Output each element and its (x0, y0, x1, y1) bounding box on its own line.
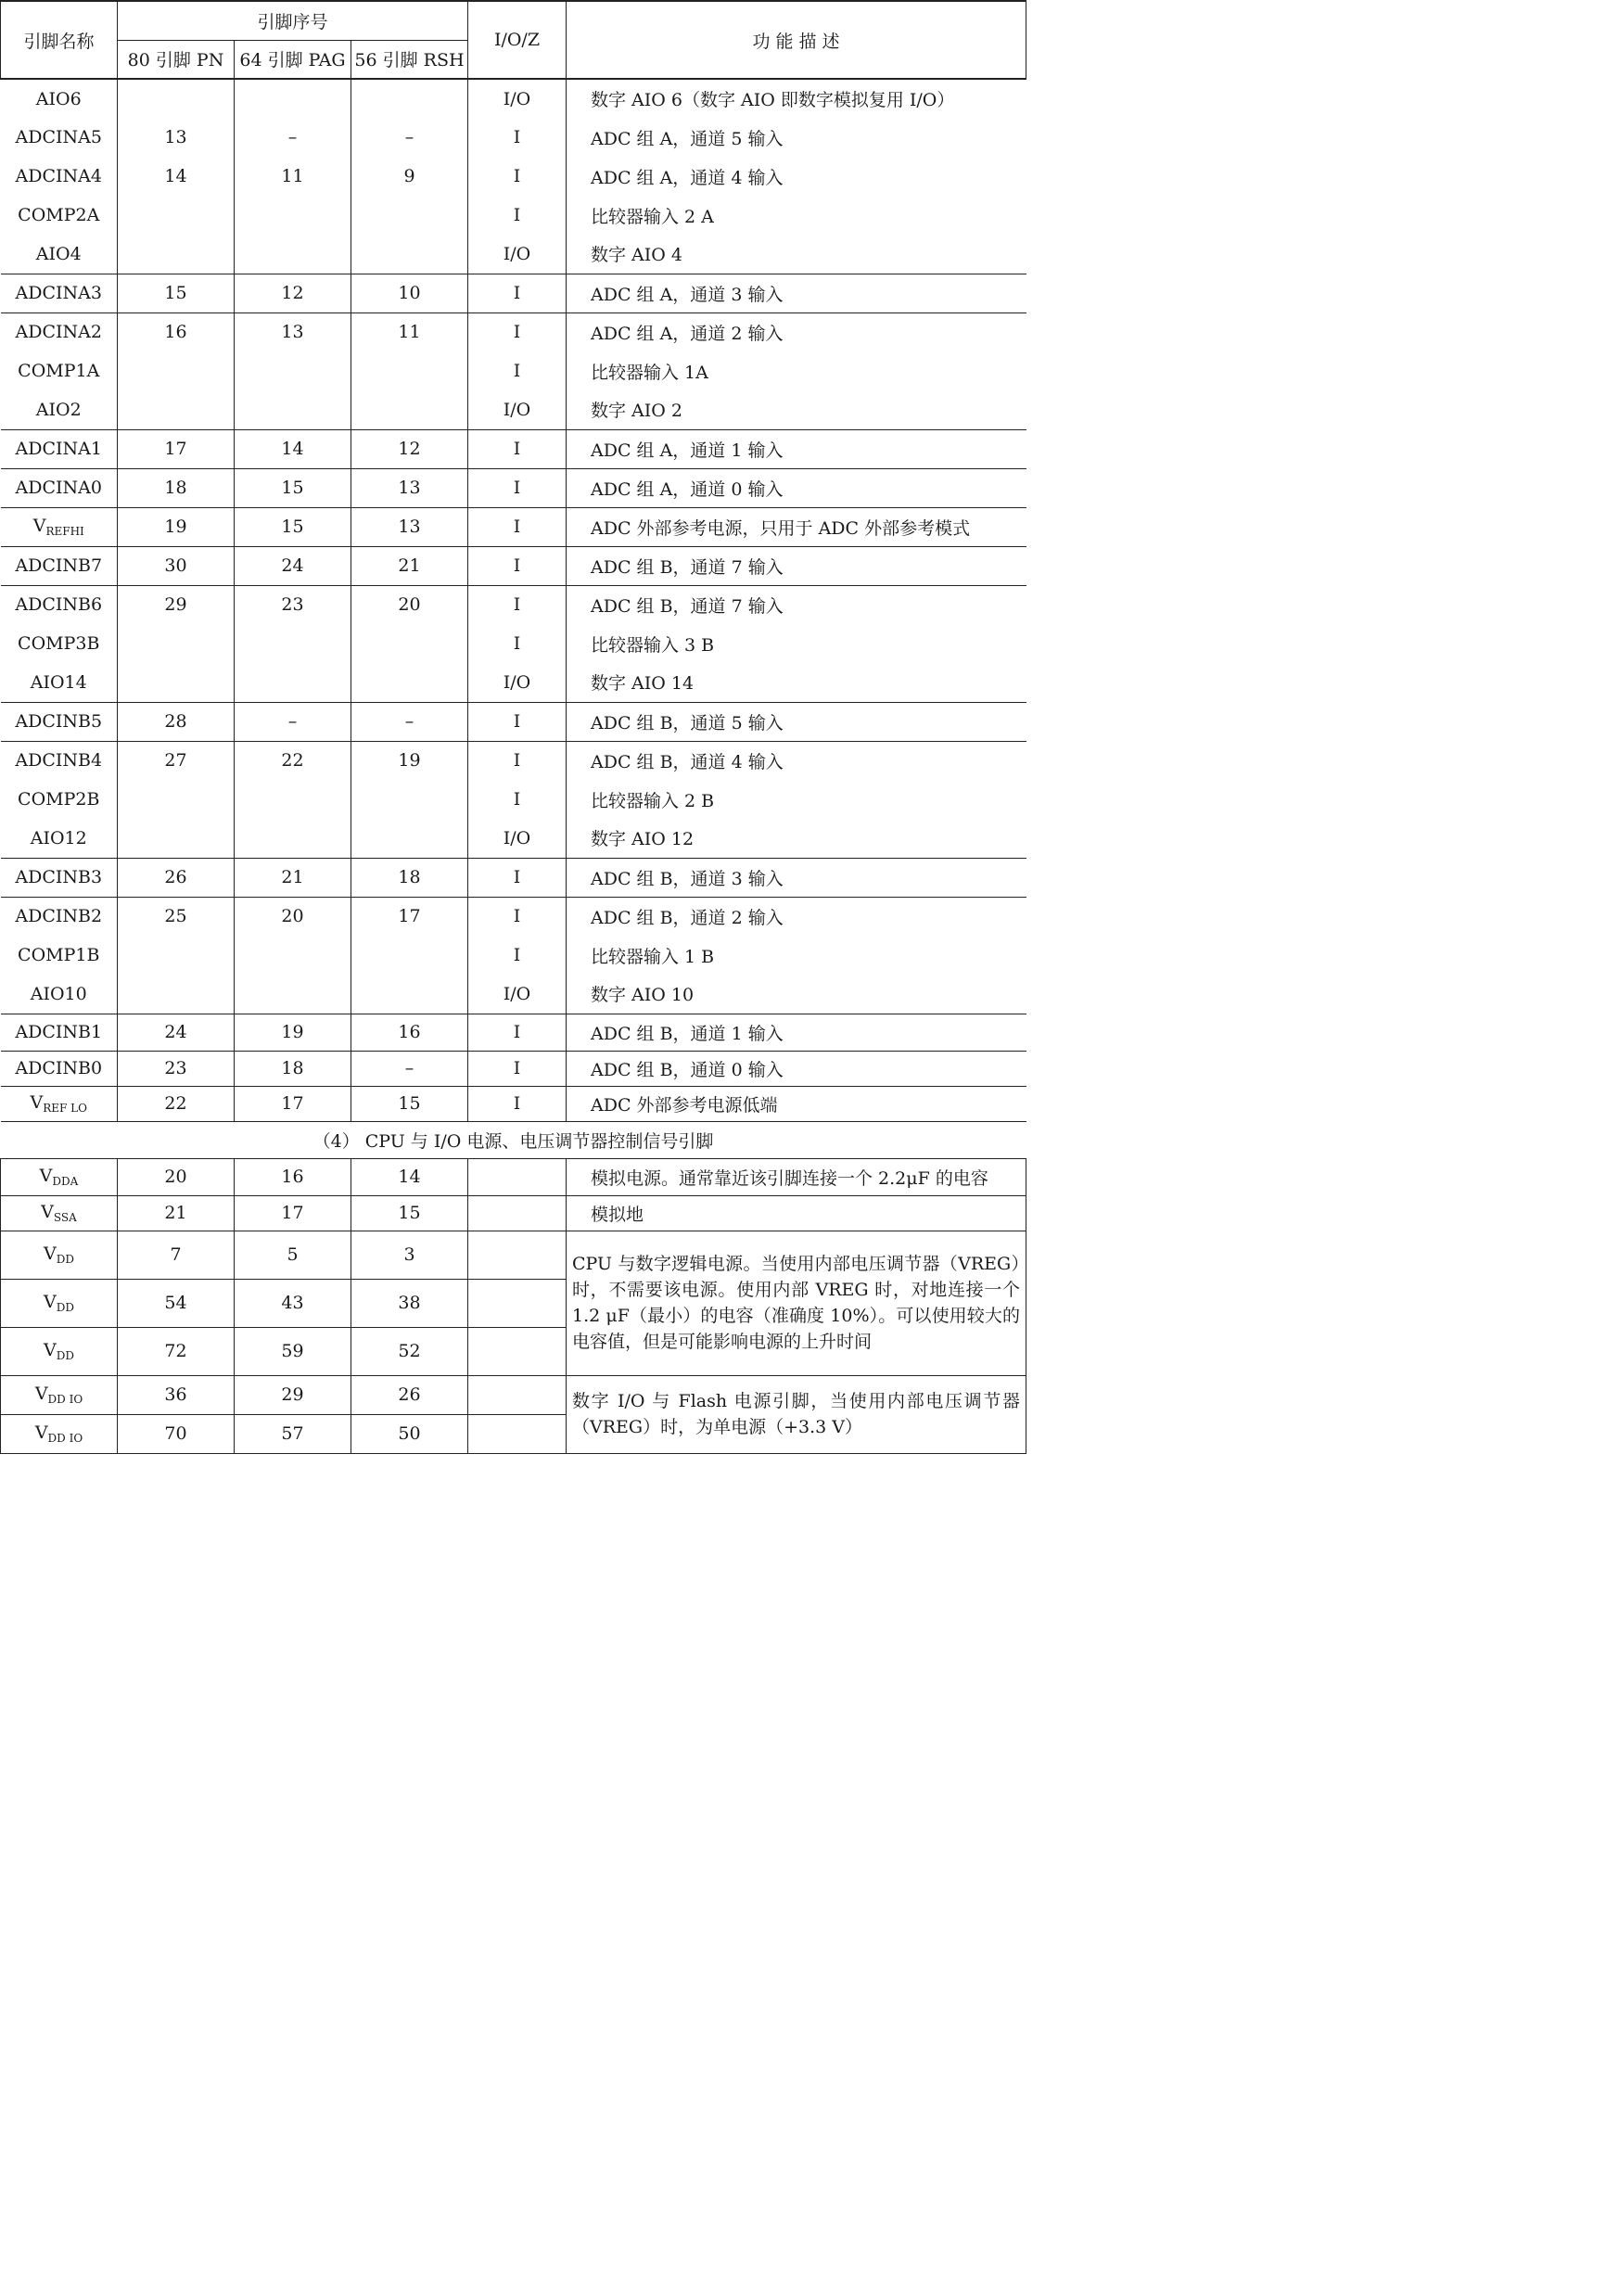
pin-p80: 14 (118, 157, 235, 196)
pin-name: ADCINB3 (1, 858, 118, 897)
pin-name: AIO10 (1, 975, 118, 1014)
pin-p80 (118, 819, 235, 858)
pin-description: ADC 组 A，通道 2 输入 (591, 323, 784, 344)
pin-name (1, 1279, 118, 1327)
pin-name: AIO14 (1, 663, 118, 702)
pin-name: ADCINB2 (1, 897, 118, 936)
table-row (1, 351, 1026, 390)
pin-description: 比较器输入 2 A (591, 206, 714, 227)
pin-p80: 24 (118, 1014, 235, 1051)
table-row (1, 196, 1026, 235)
table-row (1, 1086, 1026, 1121)
pin-name: ADCINA3 (1, 274, 118, 313)
pin-p80 (118, 780, 235, 819)
table-row (1, 741, 1026, 780)
pin-description: ADC 组 B，通道 7 输入 (591, 595, 784, 617)
pin-p80: 15 (118, 274, 235, 313)
pin-io: I (468, 468, 567, 507)
pin-name: AIO4 (1, 235, 118, 274)
pin-io (468, 1158, 567, 1195)
pin-p80: 13 (118, 118, 235, 157)
pin-p80: 72 (118, 1327, 235, 1375)
pin-name: COMP2A (1, 196, 118, 235)
pin-p80: 25 (118, 897, 235, 936)
pin-p64 (235, 780, 351, 819)
pin-name-subscript: SSA (53, 1211, 77, 1224)
pin-p56: 3 (351, 1231, 468, 1279)
pin-name (1, 507, 118, 546)
pin-name: ADCINB4 (1, 741, 118, 780)
table-row (1, 1195, 1026, 1231)
table-row (1, 235, 1026, 274)
pin-p56: – (351, 702, 468, 741)
pin-io: I (468, 1086, 567, 1121)
pin-p56 (351, 780, 468, 819)
pin-name-main: V (44, 1292, 57, 1312)
table-row (1, 546, 1026, 585)
pin-p80 (118, 975, 235, 1014)
pin-p80 (118, 351, 235, 390)
pin-p80 (118, 79, 235, 118)
pin-name-subscript: REF LO (43, 1102, 87, 1115)
header-pkg-64: 64 引脚 PAG (235, 40, 351, 79)
pin-p80 (118, 936, 235, 975)
pin-p56 (351, 975, 468, 1014)
pin-p56: 9 (351, 157, 468, 196)
table-row (1, 1375, 1026, 1414)
pin-p64: 17 (235, 1195, 351, 1231)
pin-p64: 22 (235, 741, 351, 780)
pin-io: I (468, 741, 567, 780)
pin-p56 (351, 663, 468, 702)
table-row (1, 936, 1026, 975)
pin-p80: 19 (118, 507, 235, 546)
pin-p80 (118, 663, 235, 702)
pin-p80: 7 (118, 1231, 235, 1279)
pin-p56 (351, 351, 468, 390)
pin-p56: 12 (351, 429, 468, 468)
pin-name: COMP1A (1, 351, 118, 390)
pin-io: I (468, 936, 567, 975)
pin-p80: 18 (118, 468, 235, 507)
pin-io (468, 1231, 567, 1279)
pin-io (468, 1279, 567, 1327)
header-function: 功 能 描 述 (567, 1, 1026, 79)
header-pin-number: 引脚序号 (118, 1, 468, 40)
pin-io: I/O (468, 975, 567, 1014)
pin-p56: 16 (351, 1014, 468, 1051)
pin-p64 (235, 390, 351, 429)
section-title: （4） CPU 与 I/O 电源、电压调节器控制信号引脚 (1, 1121, 1026, 1158)
pin-io: I (468, 157, 567, 196)
pin-name: ADCINB6 (1, 585, 118, 624)
pin-description: ADC 组 B，通道 0 输入 (567, 1051, 1026, 1086)
pin-p56 (351, 79, 468, 118)
table-row (1, 585, 1026, 624)
pin-io: I (468, 507, 567, 546)
table-row (1, 79, 1026, 118)
pin-p64 (235, 79, 351, 118)
pin-p80: 70 (118, 1414, 235, 1453)
pin-p56 (351, 196, 468, 235)
table-row (1, 429, 1026, 468)
pin-name-subscript: DD (56, 1349, 74, 1362)
power-pin-rows (1, 1158, 1026, 1453)
pin-io (468, 1375, 567, 1414)
pin-p56: 18 (351, 858, 468, 897)
pin-name-main: V (39, 1166, 53, 1186)
pin-p56: 10 (351, 274, 468, 313)
adc-pin-rows (1, 79, 1026, 1121)
pin-description: 数字 AIO 14 (567, 663, 1026, 702)
pin-description: ADC 组 A，通道 4 输入 (591, 167, 784, 188)
pin-description: 数字 AIO 2 (567, 390, 1026, 429)
pin-description: 模拟电源。通常靠近该引脚连接一个 2.2μF 的电容 (567, 1158, 1026, 1195)
pin-io: I/O (468, 79, 567, 118)
pin-name (1, 1195, 118, 1231)
pin-p56 (351, 936, 468, 975)
pin-p80: 28 (118, 702, 235, 741)
pin-p56: 17 (351, 897, 468, 936)
pin-name-subscript: REFHI (45, 525, 84, 538)
pin-io (468, 1327, 567, 1375)
pin-p56: 11 (351, 313, 468, 351)
pin-p56: 15 (351, 1195, 468, 1231)
pin-name: ADCINA2 (1, 313, 118, 351)
pin-description: 数字 AIO 6（数字 AIO 即数字模拟复用 I/O） (567, 79, 1026, 118)
pin-description: ADC 组 A，通道 5 输入 (591, 128, 784, 149)
pin-p64 (235, 936, 351, 975)
pin-p56 (351, 390, 468, 429)
pin-name (1, 1231, 118, 1279)
pin-name-main: V (44, 1340, 57, 1360)
pin-io: I/O (468, 663, 567, 702)
header-pkg-80: 80 引脚 PN (118, 40, 235, 79)
pin-name (1, 1375, 118, 1414)
table-row (1, 118, 1026, 157)
pin-p56: 26 (351, 1375, 468, 1414)
pin-p56: 13 (351, 468, 468, 507)
pin-p80: 36 (118, 1375, 235, 1414)
pin-name-main: V (41, 1202, 54, 1222)
pin-name: ADCINA5 (1, 118, 118, 157)
pin-p80 (118, 235, 235, 274)
pin-p64 (235, 196, 351, 235)
pin-p64: 19 (235, 1014, 351, 1051)
pin-name (1, 1327, 118, 1375)
pin-description: 模拟地 (567, 1195, 1026, 1231)
pin-io: I (468, 196, 567, 235)
table-row (1, 663, 1026, 702)
pin-p56: 20 (351, 585, 468, 624)
pin-io: I (468, 780, 567, 819)
pin-p64: 43 (235, 1279, 351, 1327)
pin-table (0, 0, 1026, 1454)
pin-p56 (351, 819, 468, 858)
pin-p64: 57 (235, 1414, 351, 1453)
pin-p80 (118, 390, 235, 429)
pin-io: I (468, 351, 567, 390)
pin-name: ADCINA0 (1, 468, 118, 507)
pin-description: ADC 组 B，通道 2 输入 (591, 907, 784, 928)
pin-p56: 21 (351, 546, 468, 585)
pin-p64: 23 (235, 585, 351, 624)
table-row (1, 858, 1026, 897)
table-row (1, 1051, 1026, 1086)
table-row (1, 313, 1026, 351)
pin-io: I (468, 858, 567, 897)
pin-name: COMP3B (1, 624, 118, 663)
pin-p64: 15 (235, 468, 351, 507)
pin-p64 (235, 663, 351, 702)
pin-name (1, 1086, 118, 1121)
pin-p56: – (351, 118, 468, 157)
pin-p80 (118, 624, 235, 663)
pin-name-subscript: DDA (52, 1175, 79, 1188)
pin-p80: 30 (118, 546, 235, 585)
pin-io: I/O (468, 390, 567, 429)
pin-p56: 14 (351, 1158, 468, 1195)
pin-name: ADCINB7 (1, 546, 118, 585)
pin-p64: 11 (235, 157, 351, 196)
header-pin-name: 引脚名称 (1, 1, 118, 79)
pin-p64: 21 (235, 858, 351, 897)
pin-p64 (235, 351, 351, 390)
pin-io: I (468, 702, 567, 741)
pin-description: 比较器输入 1 B (591, 946, 715, 967)
pin-name: ADCINA4 (1, 157, 118, 196)
pin-description: 比较器输入 1A (591, 362, 708, 383)
pin-io: I (468, 118, 567, 157)
pin-p80: 21 (118, 1195, 235, 1231)
pin-p80: 27 (118, 741, 235, 780)
table-row (1, 702, 1026, 741)
pin-p64: 17 (235, 1086, 351, 1121)
table-row (1, 780, 1026, 819)
pin-name: AIO12 (1, 819, 118, 858)
pin-p64: 12 (235, 274, 351, 313)
pin-p80: 17 (118, 429, 235, 468)
pin-p64: – (235, 118, 351, 157)
pin-p56: 19 (351, 741, 468, 780)
pin-p64 (235, 624, 351, 663)
pin-description: 数字 AIO 4 (567, 235, 1026, 274)
pin-p64: 5 (235, 1231, 351, 1279)
pin-io (468, 1195, 567, 1231)
pin-name-subscript: DD (56, 1253, 74, 1266)
pin-io: I (468, 585, 567, 624)
pin-name: AIO6 (1, 79, 118, 118)
pin-name-subscript: DD IO (47, 1393, 83, 1406)
pin-description: ADC 组 A，通道 0 输入 (567, 468, 1026, 507)
pin-name-main: V (44, 1244, 57, 1264)
pin-name-subscript: DD IO (47, 1432, 83, 1445)
pin-io: I (468, 313, 567, 351)
pin-io: I (468, 546, 567, 585)
pin-description: ADC 外部参考电源，只用于 ADC 外部参考模式 (567, 507, 1026, 546)
table-row (1, 1231, 1026, 1279)
pin-p56: 13 (351, 507, 468, 546)
pin-name: ADCINB1 (1, 1014, 118, 1051)
pin-description: ADC 组 A，通道 1 输入 (567, 429, 1026, 468)
table-row (1, 1014, 1026, 1051)
pin-name-main: V (34, 1384, 48, 1404)
pin-p80: 23 (118, 1051, 235, 1086)
pin-p64: 18 (235, 1051, 351, 1086)
table-row (1, 819, 1026, 858)
vddio-description: 数字 I/O 与 Flash 电源引脚，当使用内部电压调节器（VREG）时，为单电源（+3.3 V） (567, 1375, 1026, 1453)
pin-description: 数字 AIO 12 (567, 819, 1026, 858)
header-pkg-56: 56 引脚 RSH (351, 40, 468, 79)
pin-p56 (351, 624, 468, 663)
pin-p56: 15 (351, 1086, 468, 1121)
pin-p64 (235, 819, 351, 858)
pin-name (1, 1158, 118, 1195)
pin-p64: 16 (235, 1158, 351, 1195)
pin-io: I (468, 274, 567, 313)
pin-p64: 24 (235, 546, 351, 585)
pin-p56: – (351, 1051, 468, 1086)
pin-io: I (468, 624, 567, 663)
pin-description: ADC 组 A，通道 3 输入 (567, 274, 1026, 313)
pin-p64 (235, 235, 351, 274)
pin-description: 比较器输入 3 B (591, 634, 715, 656)
vdd-description: CPU 与数字逻辑电源。当使用内部电压调节器（VREG）时，不需要该电源。使用内部 VREG 时，对地连接一个 1.2 μF（最小）的电容（准确度 10%）。可以使用较大的电容值，但是可能影响电源的上升时间 (567, 1231, 1026, 1375)
table-row (1, 1158, 1026, 1195)
table-row (1, 975, 1026, 1014)
pin-description: ADC 组 B，通道 3 输入 (567, 858, 1026, 897)
pin-p56: 52 (351, 1327, 468, 1375)
pin-io: I (468, 429, 567, 468)
pin-io (468, 1414, 567, 1453)
pin-p56: 50 (351, 1414, 468, 1453)
header-ioz: I/O/Z (468, 1, 567, 79)
pin-description: 比较器输入 2 B (591, 790, 715, 811)
table-row (1, 274, 1026, 313)
pin-name: ADCINB0 (1, 1051, 118, 1086)
pin-p80: 26 (118, 858, 235, 897)
pin-name-main: V (34, 1422, 48, 1443)
table-row (1, 624, 1026, 663)
pin-description: 数字 AIO 10 (567, 975, 1026, 1014)
pin-p80: 22 (118, 1086, 235, 1121)
pin-io: I/O (468, 235, 567, 274)
pin-name: COMP2B (1, 780, 118, 819)
pin-description: ADC 组 B，通道 1 输入 (567, 1014, 1026, 1051)
table-row (1, 390, 1026, 429)
table-row (1, 897, 1026, 936)
pin-description: ADC 组 B，通道 5 输入 (567, 702, 1026, 741)
pin-p64: 14 (235, 429, 351, 468)
pin-p56 (351, 235, 468, 274)
pin-name: ADCINA1 (1, 429, 118, 468)
pin-p64 (235, 975, 351, 1014)
pin-name (1, 1414, 118, 1453)
pin-p64: 13 (235, 313, 351, 351)
pin-name-main: V (30, 1092, 44, 1113)
pin-p64: 15 (235, 507, 351, 546)
pin-p64: 29 (235, 1375, 351, 1414)
table-row (1, 468, 1026, 507)
pin-name-main: V (32, 516, 46, 536)
pin-description: ADC 组 B，通道 4 输入 (591, 751, 784, 772)
pin-p80: 16 (118, 313, 235, 351)
pin-p56: 38 (351, 1279, 468, 1327)
pin-name: COMP1B (1, 936, 118, 975)
table-row (1, 507, 1026, 546)
pin-io: I/O (468, 819, 567, 858)
pin-io: I (468, 1014, 567, 1051)
pin-p80 (118, 196, 235, 235)
pin-p64: 20 (235, 897, 351, 936)
pin-p80: 54 (118, 1279, 235, 1327)
table-row (1, 157, 1026, 196)
pin-p64: 59 (235, 1327, 351, 1375)
pin-name-subscript: DD (56, 1301, 74, 1314)
pin-description: ADC 组 B，通道 7 输入 (567, 546, 1026, 585)
pin-description: ADC 外部参考电源低端 (567, 1086, 1026, 1121)
pin-name: ADCINB5 (1, 702, 118, 741)
pin-p64: – (235, 702, 351, 741)
pin-p80: 20 (118, 1158, 235, 1195)
pin-p80: 29 (118, 585, 235, 624)
pin-io: I (468, 1051, 567, 1086)
pin-name: AIO2 (1, 390, 118, 429)
pin-io: I (468, 897, 567, 936)
